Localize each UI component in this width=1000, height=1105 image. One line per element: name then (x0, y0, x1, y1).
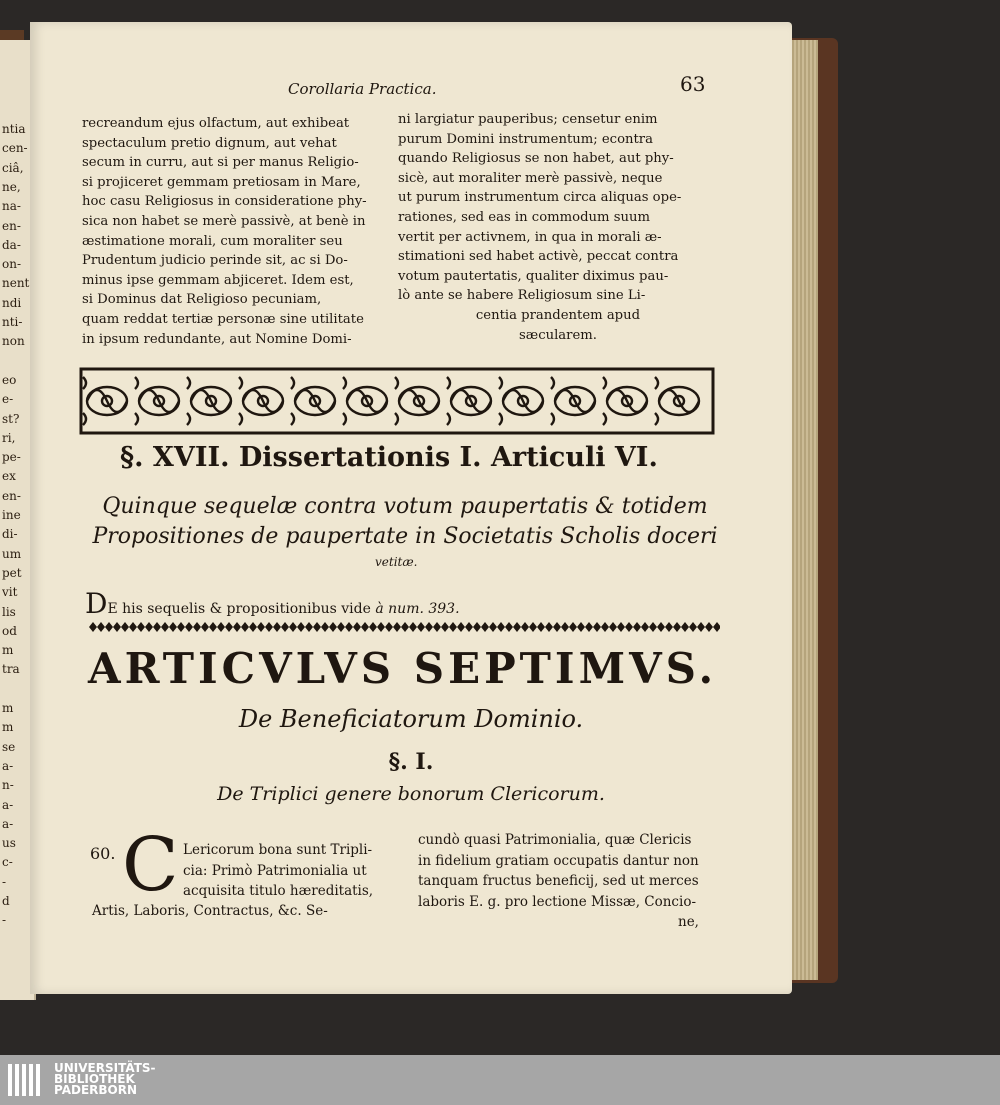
rule-diamond (569, 622, 577, 632)
rule-diamond (705, 622, 713, 632)
paragraph-column-left-top (183, 840, 373, 902)
book-page (30, 22, 792, 994)
left-page-fragment: - (2, 874, 7, 889)
rule-diamond (361, 622, 369, 632)
rule-diamond (513, 622, 521, 632)
rule-diamond (505, 622, 513, 632)
left-page-fragment: m (2, 720, 14, 735)
rule-diamond (105, 622, 113, 632)
body-reference: à num. 393. (375, 601, 460, 617)
rule-diamond (193, 622, 201, 632)
body-text: E his sequelis & propositionibus vide (107, 601, 371, 617)
rule-diamond (577, 622, 585, 632)
text-line: lò ante se habere Religiosum sine Li- (398, 288, 646, 304)
text-line: spectaculum pretio dignum, aut vehat (82, 135, 337, 151)
rule-diamond (265, 622, 273, 632)
article-subtitle: De Beneficiatorum Dominio. (238, 705, 584, 733)
page-number: 63 (680, 72, 706, 96)
decorative-rule (85, 620, 720, 634)
left-page-fragment: a- (2, 797, 14, 812)
paragraph-number: 60. (90, 844, 116, 863)
rule-diamond (561, 622, 569, 632)
left-page-fragment: nti- (2, 315, 23, 329)
left-page-fragment: ex (2, 469, 16, 484)
rule-diamond (145, 622, 153, 632)
left-page-fragment: um (2, 546, 22, 561)
rule-diamond (433, 622, 441, 632)
library-name (54, 1063, 156, 1096)
left-page-fragment: ndi (2, 295, 22, 310)
rule-diamond (257, 622, 265, 632)
left-page-fragment: tra (2, 662, 20, 677)
text-line: sicè, aut moraliter merè passivè, neque (398, 170, 663, 186)
left-page-fragment: lis (2, 604, 16, 619)
left-page-fragment: nent (2, 276, 30, 291)
text-line: si Dominus dat Religioso pecuniam, (82, 292, 322, 308)
left-page-fragment: eo (2, 372, 17, 387)
text-line: hoc casu Religiosus in consideratione phy- (82, 194, 367, 210)
rule-diamond (185, 622, 193, 632)
rule-diamond (337, 622, 345, 632)
rule-diamond (697, 622, 705, 632)
rule-diamond (169, 622, 177, 632)
rule-diamond (241, 622, 249, 632)
rule-diamond (673, 622, 681, 632)
library-line-1: UNIVERSITÄTS- (54, 1061, 156, 1075)
rule-diamond (497, 622, 505, 632)
rule-diamond (601, 622, 609, 632)
left-page-fragment: od (2, 623, 17, 638)
paragraph-column-right (418, 830, 699, 933)
library-footer (0, 1055, 1000, 1105)
text-line: Lericorum bona sunt Tripli- (183, 842, 373, 858)
library-line-3: PADERBORN (54, 1083, 138, 1097)
initial-letter: D (85, 587, 108, 620)
left-page-fragment: e- (2, 392, 14, 407)
text-line: ni largiatur pauperibus; censetur enim (398, 112, 658, 127)
text-line: Artis, Laboris, Contractus, &c. Se- (92, 903, 328, 919)
left-page-fragment: ciâ, (2, 160, 24, 175)
left-page-fragment: ne, (2, 179, 21, 194)
rule-diamond (329, 622, 337, 632)
text-line: purum Domini instrumentum; econtra (398, 131, 653, 147)
rule-diamond (153, 622, 161, 632)
rule-diamond (281, 622, 289, 632)
left-page-fragment: se (2, 739, 16, 754)
left-page-fragment: da- (2, 237, 21, 252)
left-page-fragment: non (2, 334, 25, 349)
text-line: votum pautertatis, qualiter diximus pau- (398, 268, 669, 284)
text-line: rationes, sed eas in commodum suum (398, 209, 650, 225)
left-page-fragment: pe- (2, 450, 21, 465)
left-page-fragment: na- (2, 199, 21, 214)
rule-diamond (537, 622, 545, 632)
text-line: stimationi sed habet activè, peccat contra (398, 249, 679, 265)
rule-diamond (233, 622, 241, 632)
section-body (85, 587, 460, 620)
rule-diamond (305, 622, 313, 632)
left-page-fragment: on- (2, 257, 22, 272)
left-page-fragment: en- (2, 218, 21, 233)
text-line: secum in curru, aut si per manus Religio- (82, 155, 359, 171)
library-logo-icon (8, 1064, 46, 1096)
rule-diamond (369, 622, 377, 632)
rule-diamond (425, 622, 433, 632)
rule-diamond (449, 622, 457, 632)
rule-diamond (297, 622, 305, 632)
text-line: quam reddat tertiæ personæ sine utilitate (82, 311, 364, 327)
rule-diamond (713, 622, 720, 632)
rule-diamond (217, 622, 225, 632)
left-page-fragment: us (2, 836, 16, 851)
rule-diamond (489, 622, 497, 632)
library-line-2: BIBLIOTHEK (54, 1072, 135, 1086)
text-line: cia: Primò Patrimonialia ut (183, 862, 367, 879)
rule-diamond (585, 622, 593, 632)
section-subtitle-end: vetitæ. (375, 555, 418, 569)
left-page-fragment: m (2, 643, 14, 658)
text-line: vertit per activnem, in qua in morali æ- (398, 229, 662, 245)
text-line: cundò quasi Patrimonialia, quæ Clericis (418, 832, 692, 848)
rule-diamond (521, 622, 529, 632)
rule-diamond (129, 622, 137, 632)
rule-diamond (201, 622, 209, 632)
text-line: laboris E. g. pro lectione Missæ, Concio- (418, 893, 697, 910)
left-page-fragment: a- (2, 816, 14, 831)
text-line: acquisita titulo hæreditatis, (183, 883, 374, 899)
text-line: ne, (678, 914, 699, 930)
left-page-fragment: n- (2, 778, 14, 793)
rule-diamond (161, 622, 169, 632)
text-line: recreandum ejus olfactum, aut exhibeat (82, 116, 350, 131)
rule-diamond (545, 622, 553, 632)
column-right (398, 110, 718, 345)
rule-diamond (321, 622, 329, 632)
left-page-fragment: - (2, 913, 7, 928)
left-page-fragment: ine (2, 508, 21, 522)
rule-diamond (457, 622, 465, 632)
left-page-fragment: ntia (2, 122, 26, 136)
article-title: ARTICVLVS SEPTIMVS. (88, 644, 718, 693)
rule-diamond (409, 622, 417, 632)
rule-diamond (529, 622, 537, 632)
left-page-fragment: cen- (2, 141, 28, 156)
paragraph-section-title: De Triplici genere bonorum Clericorum. (217, 783, 605, 805)
rule-diamond (593, 622, 601, 632)
text-line: centia prandentem apud (475, 307, 641, 323)
rule-diamond (313, 622, 321, 632)
left-page-fragment: di- (2, 527, 18, 542)
rule-diamond (617, 622, 625, 632)
rule-diamond (385, 622, 393, 632)
rule-diamond (273, 622, 281, 632)
rule-diamond (89, 622, 97, 632)
rule-diamond (121, 622, 129, 632)
rule-diamond (465, 622, 473, 632)
column-left (82, 114, 392, 349)
rule-diamond (657, 622, 665, 632)
rule-diamond (481, 622, 489, 632)
rule-diamond (377, 622, 385, 632)
text-line: si projiceret gemmam pretiosam in Mare, (82, 174, 361, 190)
text-line: sæcularem. (519, 327, 597, 343)
text-line: ut purum instrumentum circa aliquas ope- (398, 190, 682, 206)
paragraph-section-mark: §. I. (388, 749, 434, 775)
rule-diamond (345, 622, 353, 632)
rule-diamond (113, 622, 121, 632)
text-line: in ipsum redundante, aut Nomine Domi- (82, 331, 352, 347)
text-line: minus ipse gemmam abjiceret. Idem est, (82, 272, 354, 288)
rule-diamond (633, 622, 641, 632)
left-page-fragment: a- (2, 758, 14, 773)
rule-diamond (289, 622, 297, 632)
text-line: æstimatione morali, cum moraliter seu (82, 233, 343, 249)
paragraph-column-left-last (92, 901, 328, 922)
left-page-fragment: c- (2, 855, 13, 870)
left-page-fragment: pet (2, 565, 22, 580)
rule-diamond (401, 622, 409, 632)
left-page-fragment: st? (2, 411, 20, 426)
rule-diamond (177, 622, 185, 632)
rule-diamond (209, 622, 217, 632)
text-line: sica non habet se merè passivè, at benè in (82, 213, 366, 229)
rule-diamond (353, 622, 361, 632)
rule-diamond (681, 622, 689, 632)
rule-diamond (625, 622, 633, 632)
text-line: quando Religiosus se non habet, aut phy- (398, 151, 674, 167)
rule-diamond (97, 622, 105, 632)
left-page-fragment: vit (2, 585, 18, 600)
rule-diamond (417, 622, 425, 632)
running-title: Corollaria Practica. (288, 80, 437, 98)
rule-diamond (441, 622, 449, 632)
rule-diamond (689, 622, 697, 632)
rule-diamond (553, 622, 561, 632)
rule-diamond (249, 622, 257, 632)
section-heading: §. XVII. Dissertationis I. Articuli VI. (120, 442, 658, 473)
text-line: tanquam fructus beneficij, sed ut merces (418, 873, 699, 889)
ornament-band (77, 363, 717, 439)
rule-diamond (137, 622, 145, 632)
section-subtitle: Quinque sequelæ contra votum paupertatis & totidem Propositiones de paupertate in Societatis Scholis doceri (92, 494, 718, 549)
text-line: Prudentum judicio perinde sit, ac si Do- (82, 253, 348, 269)
rule-diamond (649, 622, 657, 632)
rule-diamond (225, 622, 233, 632)
left-page-fragment: ri, (2, 430, 16, 445)
left-page-fragment: m (2, 701, 14, 715)
left-page-fragment: d (2, 894, 10, 908)
left-page-fragment: en- (2, 488, 21, 503)
rule-diamond (393, 622, 401, 632)
rule-diamond (641, 622, 649, 632)
text-line: in fidelium gratiam occupatis dantur non (418, 852, 699, 869)
rule-diamond (473, 622, 481, 632)
rule-diamond (609, 622, 617, 632)
rule-diamond (665, 622, 673, 632)
drop-cap: C (122, 822, 179, 908)
